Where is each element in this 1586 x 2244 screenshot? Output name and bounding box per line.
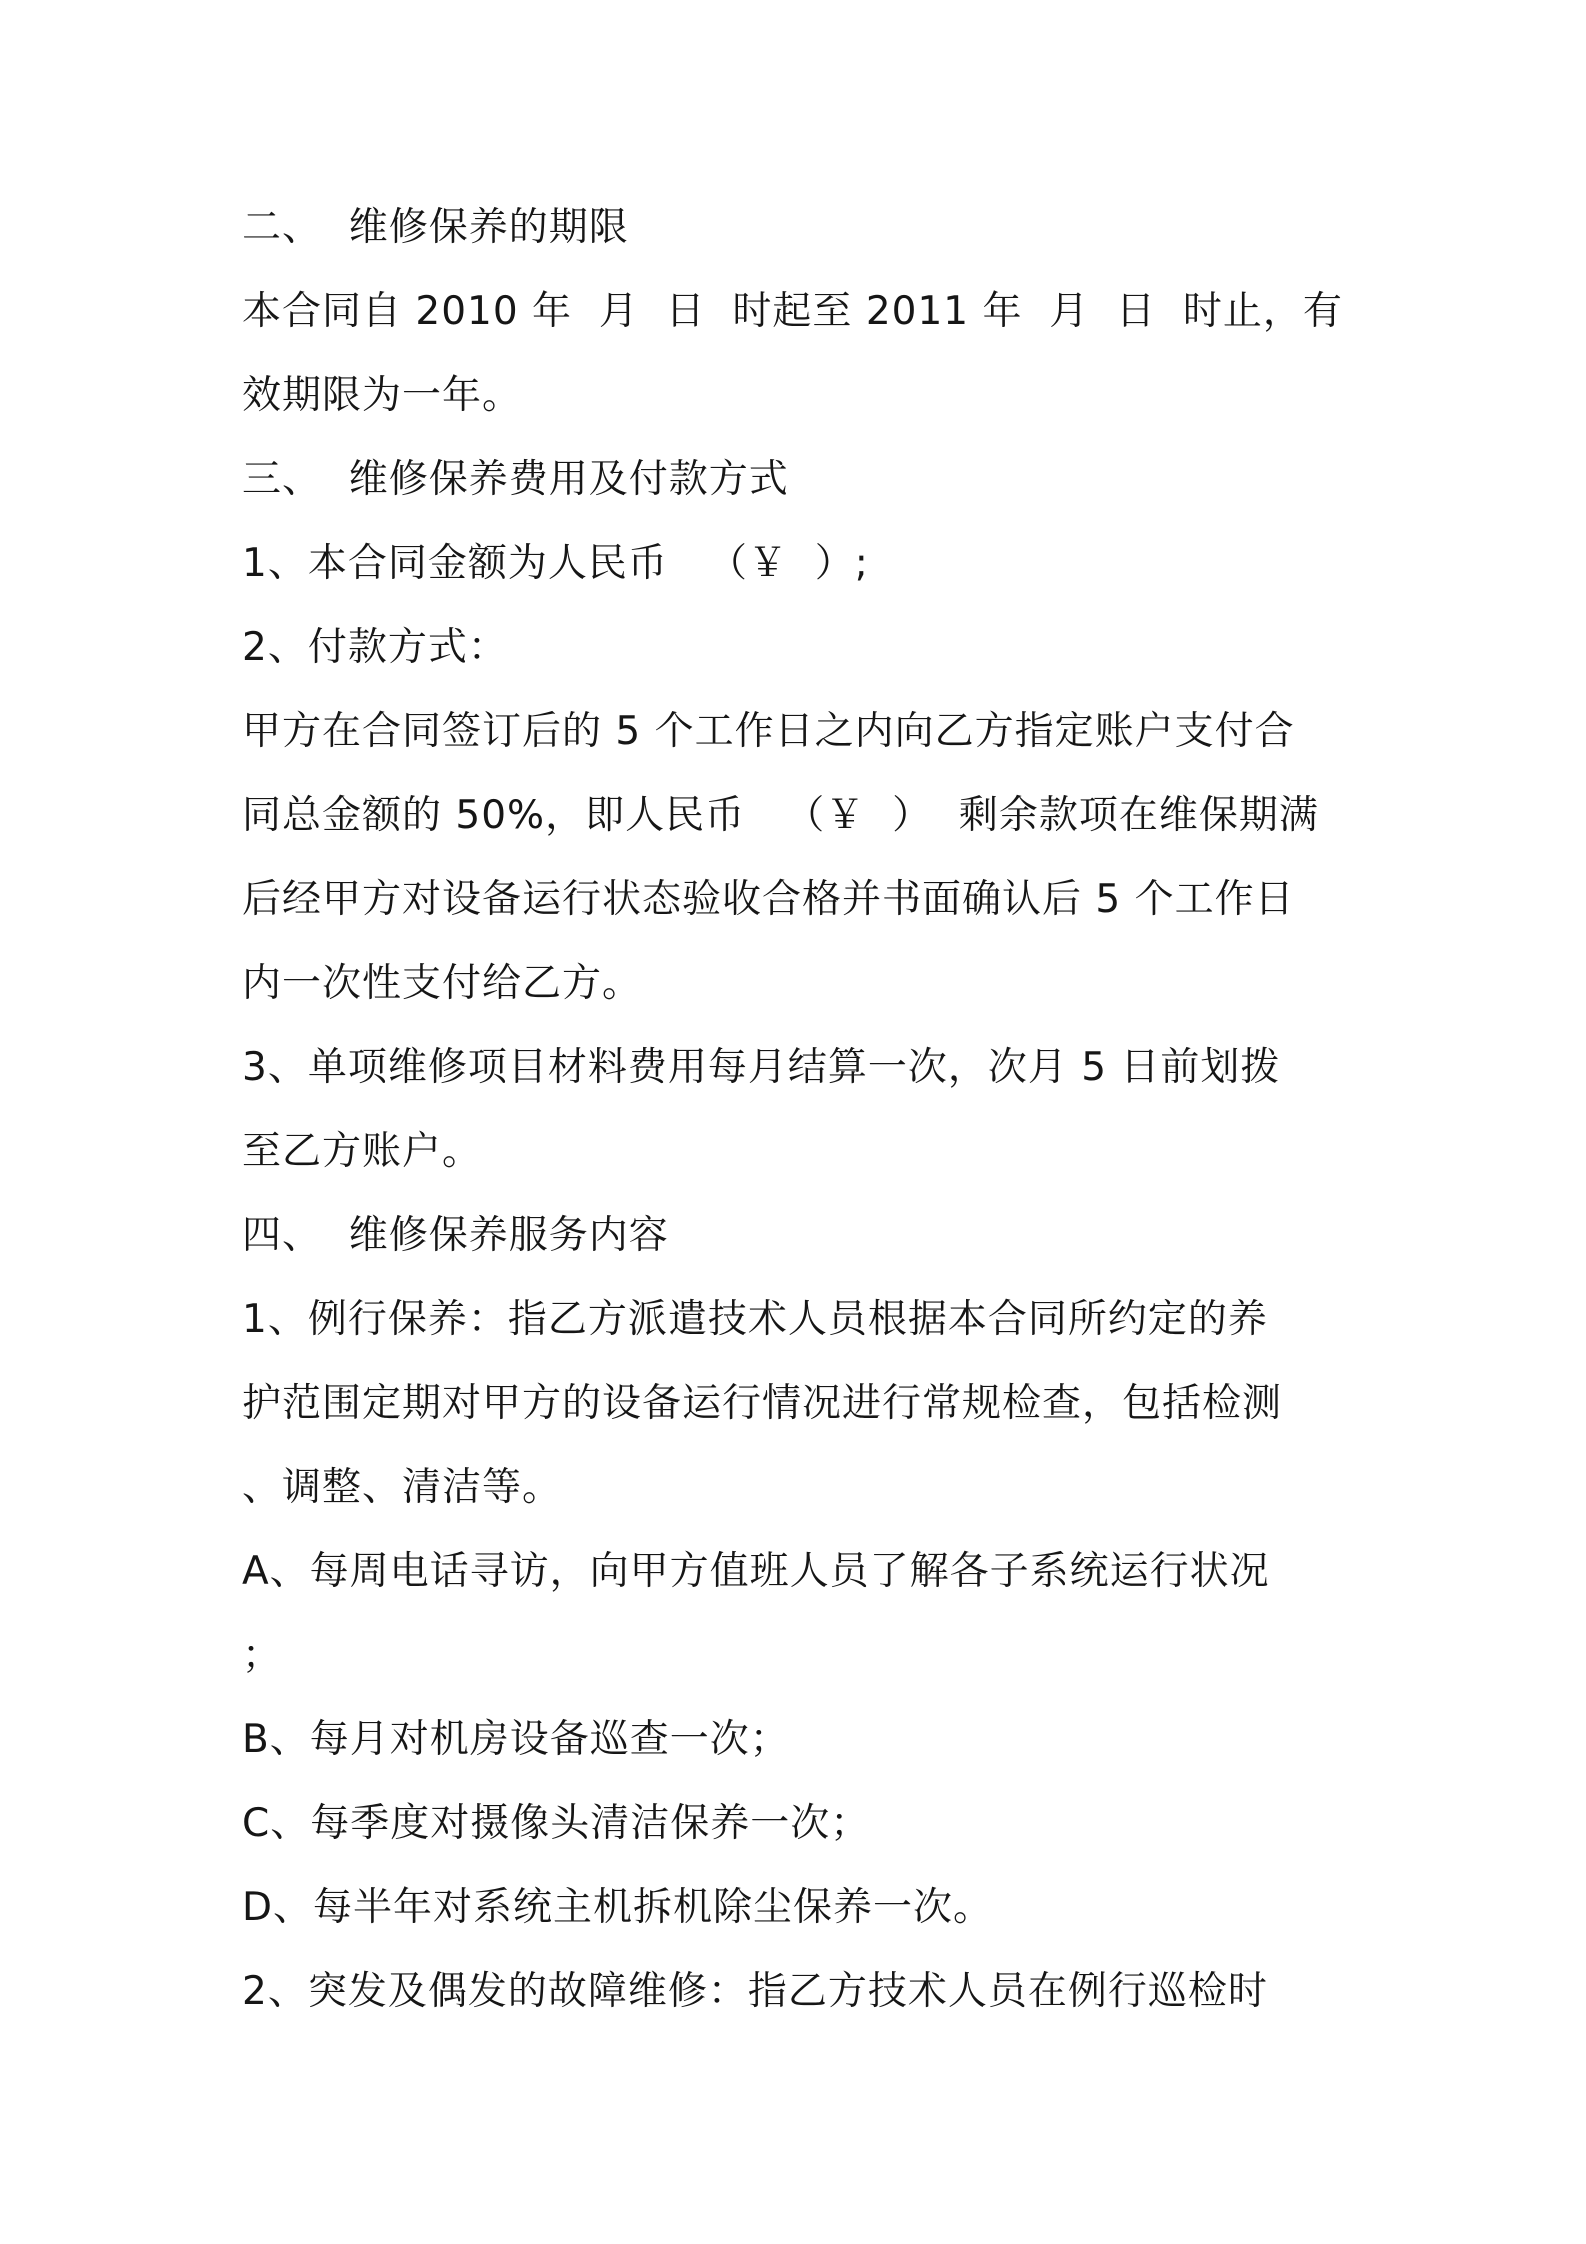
paragraph-line: 1、本合同金额为人民币 （￥ ）; <box>242 541 869 586</box>
paragraph-line: 甲方在合同签订后的 5 个工作日之内向乙方指定账户支付合 <box>242 709 1295 754</box>
paragraph-line: 本合同自 2010 年 月 日 时起至 2011 年 月 日 时止，有 <box>242 289 1343 334</box>
paragraph-line: 至乙方账户。 <box>242 1129 483 1174</box>
section-heading-term: 二、 维修保养的期限 <box>242 205 629 250</box>
paragraph-line: B、每月对机房设备巡查一次； <box>242 1717 790 1762</box>
paragraph-line: 3、单项维修项目材料费用每月结算一次，次月 5 日前划拨 <box>242 1045 1281 1090</box>
paragraph-line: 护范围定期对甲方的设备运行情况进行常规检查，包括检测 <box>242 1381 1283 1426</box>
paragraph-line: 同总金额的 50%，即人民币 （￥ ） 剩余款项在维保期满 <box>242 793 1319 838</box>
paragraph-line: 、调整、清洁等。 <box>242 1465 563 1510</box>
paragraph-line: A、每周电话寻访，向甲方值班人员了解各子系统运行状况 <box>242 1549 1270 1594</box>
paragraph-line: 后经甲方对设备运行状态验收合格并书面确认后 5 个工作日 <box>242 877 1295 922</box>
paragraph-line: D、每半年对系统主机拆机除尘保养一次。 <box>242 1885 994 1930</box>
paragraph-line: 内一次性支付给乙方。 <box>242 961 643 1006</box>
section-heading-services: 四、 维修保养服务内容 <box>242 1213 669 1258</box>
paragraph-line: 1、例行保养：指乙方派遣技术人员根据本合同所约定的养 <box>242 1297 1268 1342</box>
paragraph-line: 2、突发及偶发的故障维修：指乙方技术人员在例行巡检时 <box>242 1969 1268 2014</box>
paragraph-line: C、每季度对摄像头清洁保养一次； <box>242 1801 871 1846</box>
paragraph-line: 2、付款方式： <box>242 625 508 670</box>
paragraph-line: 效期限为一年。 <box>242 373 523 418</box>
section-heading-fees: 三、 维修保养费用及付款方式 <box>242 457 789 502</box>
paragraph-line: ； <box>242 1633 283 1678</box>
